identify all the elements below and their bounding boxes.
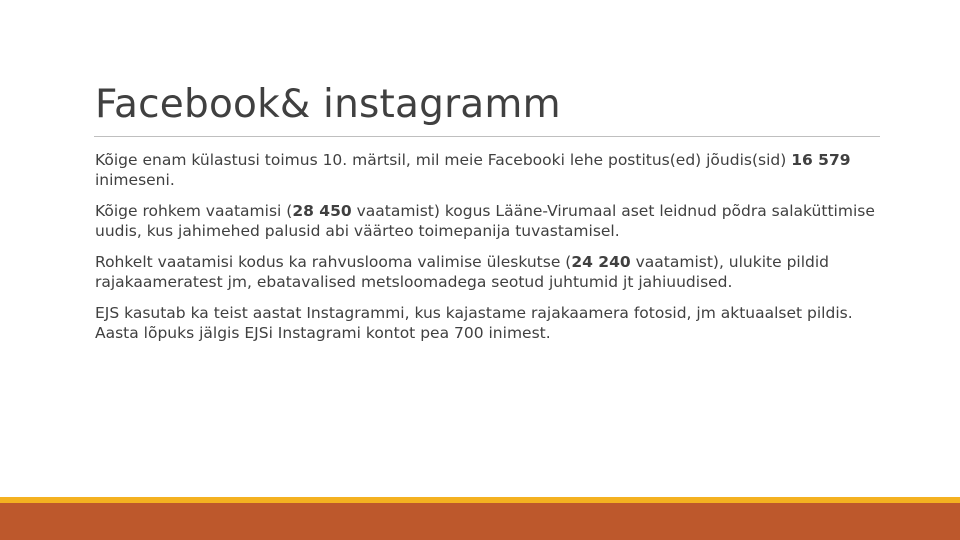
paragraph-text: Rohkelt vaatamisi kodus ka rahvuslooma valimise üleskutse ( <box>95 253 572 271</box>
paragraph-text: vaatamist), ulukite pildid rajakaameratest jm, ebatavalised metsloomadega seotud juhtumid jt jahiuudised. <box>95 253 830 291</box>
slide-title: Facebook& instagramm <box>95 82 561 127</box>
paragraph-facebook-reach <box>95 151 895 190</box>
highlight-number: 28 450 <box>292 202 352 220</box>
paragraph-instagram <box>95 304 895 343</box>
paragraph-text: Kõige rohkem vaatamisi ( <box>95 202 293 220</box>
slide-body <box>95 151 895 355</box>
title-divider <box>94 136 880 137</box>
footer-band <box>0 497 960 540</box>
highlight-number: 16 579 <box>791 151 851 169</box>
paragraph-other-views <box>95 253 895 292</box>
footer-accent-stripe <box>0 497 960 503</box>
paragraph-text: vaatamist) kogus Lääne-Virumaal aset leidnud põdra salaküttimise uudis, kus jahimehed palusid abi väärteo toimepanija tuvastamisel. <box>95 202 875 240</box>
paragraph-text: inimeseni. <box>95 170 175 189</box>
paragraph-top-views <box>95 202 895 241</box>
highlight-number: 24 240 <box>571 253 631 271</box>
paragraph-text: EJS kasutab ka teist aastat Instagrammi, kus kajastame rajakaamera fotosid, jm aktuaalset pildis. Aasta lõpuks jälgis EJSi Instagrami kontot pea 700 inimest. <box>95 304 853 342</box>
paragraph-text: Kõige enam külastusi toimus 10. märtsil, mil meie Facebooki lehe postitus(ed) jõudis(sid) <box>95 151 792 169</box>
